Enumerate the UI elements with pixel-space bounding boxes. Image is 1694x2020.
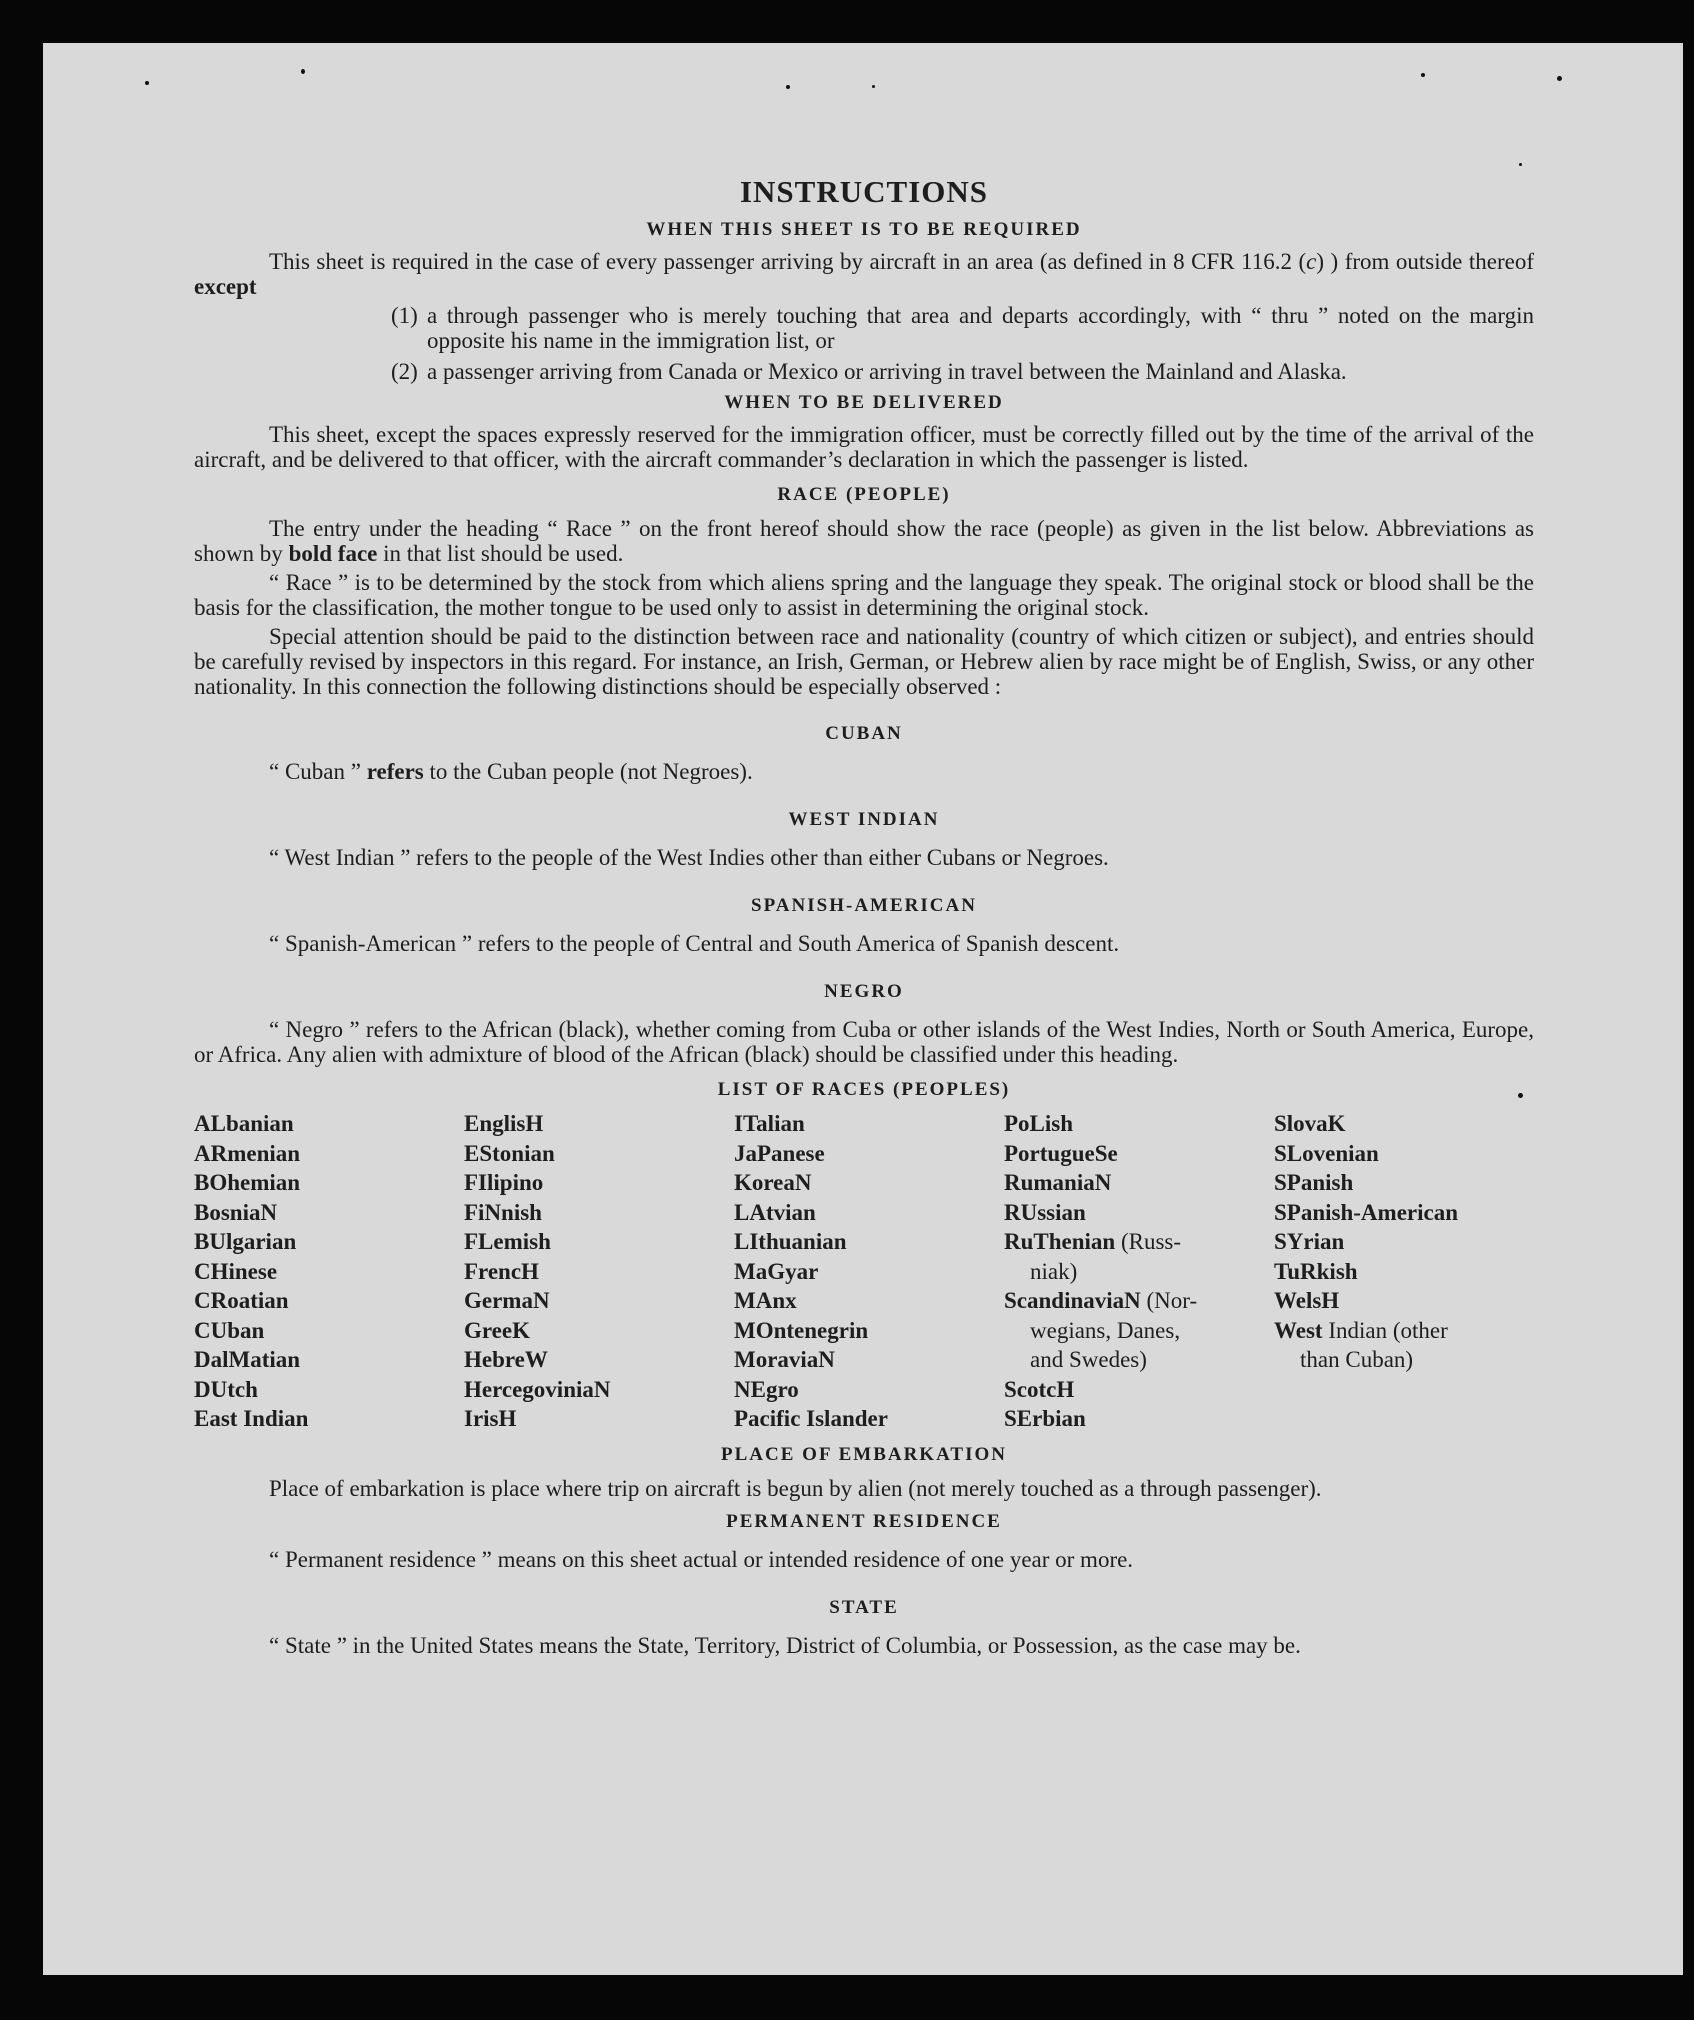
race-entry: SLovenian: [1274, 1140, 1379, 1166]
negro-definition: “ Negro ” refers to the African (black), whether coming from Cuba or other islands of the West Indies, North or South America, Europe, or Africa. Any alien with admixture of blood of the African (black) should be classified under this heading.: [194, 1017, 1534, 1067]
race-entry: than Cuban): [1300, 1347, 1414, 1372]
race-entry: FIlipino: [464, 1170, 544, 1195]
race-entry: FrencH: [464, 1258, 539, 1284]
race-entry: MaGyar: [734, 1258, 819, 1284]
race-column: [734, 1109, 1004, 1434]
race-entry: ALbanian: [194, 1111, 294, 1136]
speck: [301, 69, 305, 74]
race-entry: CRoatian: [194, 1288, 289, 1313]
race-entry: and Swedes): [1030, 1347, 1147, 1372]
race-entry: RUssian: [1004, 1199, 1086, 1225]
race-paragraph-2: “ Race ” is to be determined by the stock from which aliens spring and the language they speak. The original stock or blood shall be the basis for the classification, the mother tongue to be used only to assist in determining the original stock.: [194, 570, 1534, 620]
race-entry: LAtvian: [734, 1199, 816, 1225]
exception-list: [194, 303, 1534, 384]
race-entry: ITalian: [734, 1111, 805, 1136]
race-entry: BOhemian: [194, 1170, 301, 1195]
race-entry: FLemish: [464, 1229, 551, 1254]
race-entry: BUlgarian: [194, 1229, 297, 1254]
section-heading-permanent-residence: PERMANENT RESIDENCE: [726, 1510, 1002, 1532]
race-entry: DalMatian: [194, 1347, 301, 1372]
race-entry: GreeK: [464, 1317, 530, 1343]
race-entry: HercegoviniaN: [464, 1376, 611, 1402]
race-entry: GermaN: [464, 1288, 550, 1313]
page-title: INSTRUCTIONS: [739, 174, 988, 209]
race-entry: HebreW: [464, 1347, 548, 1372]
race-paragraph-3: Special attention should be paid to the distinction between race and nationality (country of which citizen or subject), and entries should be carefully revised by inspectors in this regard. For instance, an Irish, German, or Hebrew alien by race might be of English, Swiss, or any other nationality. In this connection the following distinctions should be especially observed :: [194, 624, 1534, 699]
permanent-residence-text: “ Permanent residence ” means on this sheet actual or intended residence of one year or more.: [269, 1546, 1134, 1572]
race-entry: ARmenian: [194, 1140, 301, 1166]
race-entry: SPanish-American: [1274, 1199, 1458, 1225]
race-entry: JaPanese: [734, 1140, 825, 1166]
race-entry: CHinese: [194, 1258, 278, 1284]
race-entry: WelsH: [1274, 1288, 1340, 1313]
place-of-embarkation-text: Place of embarkation is place where trip on aircraft is begun by alien (not merely touched as a through passenger).: [269, 1475, 1322, 1501]
race-entry: SPanish: [1274, 1170, 1354, 1195]
section-heading-when-required: WHEN THIS SHEET IS TO BE REQUIRED: [646, 219, 1082, 240]
section-heading-spanish-american: SPANISH-AMERICAN: [751, 895, 977, 916]
race-list-table: [194, 1109, 1534, 1434]
race-entry: RuThenian (Russ-: [1004, 1229, 1182, 1254]
race-entry: West Indian (other: [1274, 1317, 1448, 1343]
race-entry: ScandinaviaN (Nor-: [1004, 1288, 1198, 1313]
race-column: [464, 1109, 734, 1434]
speck: [145, 81, 149, 85]
speck: [786, 85, 790, 89]
race-entry: PoLish: [1004, 1111, 1074, 1136]
race-entry: LIthuanian: [734, 1229, 847, 1254]
race-entry: wegians, Danes,: [1030, 1317, 1181, 1343]
race-entry: EStonian: [464, 1140, 555, 1166]
race-entry: TuRkish: [1274, 1258, 1358, 1284]
race-entry: CUban: [194, 1317, 265, 1343]
race-entry: ScotcH: [1004, 1376, 1075, 1402]
section-heading-list-of-races: LIST OF RACES (PEOPLES): [717, 1079, 1011, 1100]
section-heading-when-delivered: WHEN TO BE DELIVERED: [724, 392, 1004, 413]
race-entry: KoreaN: [734, 1170, 812, 1195]
when-delivered-text: This sheet, except the spaces expressly reserved for the immigration officer, must be correctly filled out by the time of the arrival of the aircraft, and be delivered to that officer, with the aircraft commander’s declaration in which the passenger is listed.: [194, 422, 1534, 472]
section-heading-west-indian: WEST INDIAN: [788, 809, 940, 830]
list-item: (2) a passenger arriving from Canada or Mexico or arriving in travel between the Mainland and Alaska.: [391, 359, 1347, 384]
section-heading-race: RACE (PEOPLE): [777, 484, 951, 505]
race-entry: SYrian: [1274, 1229, 1345, 1254]
speck: [872, 85, 875, 88]
speck: [1519, 163, 1522, 166]
when-required-intro: This sheet is required in the case of every passenger arriving by aircraft in an area (as defined in 8 CFR 116.2 (c) ) from outside thereof except: [194, 249, 1534, 299]
section-heading-cuban: CUBAN: [825, 723, 903, 744]
speck: [1557, 76, 1562, 81]
race-column: [194, 1109, 464, 1434]
west-indian-definition: “ West Indian ” refers to the people of the West Indies other than either Cubans or Negroes.: [269, 845, 1109, 870]
race-entry: Pacific Islander: [734, 1406, 888, 1431]
section-heading-state: STATE: [829, 1596, 899, 1618]
section-heading-place-of-embarkation: PLACE OF EMBARKATION: [721, 1443, 1007, 1465]
cuban-definition: “ Cuban ” refers to the Cuban people (not Negroes).: [269, 759, 753, 784]
race-entry: MoraviaN: [734, 1347, 835, 1372]
document-page: [43, 43, 1683, 1975]
race-entry: NEgro: [734, 1376, 799, 1402]
instructions-content: [194, 173, 1534, 1658]
race-entry: RumaniaN: [1004, 1170, 1112, 1195]
section-heading-negro: NEGRO: [824, 981, 904, 1002]
spanish-american-definition: “ Spanish-American ” refers to the people of Central and South America of Spanish descent.: [269, 931, 1120, 956]
speck: [1421, 73, 1425, 77]
race-column: [1274, 1109, 1534, 1434]
race-entry: East Indian: [194, 1406, 309, 1431]
race-entry: EnglisH: [464, 1111, 544, 1136]
race-entry: SlovaK: [1274, 1111, 1346, 1136]
race-entry: MOntenegrin: [734, 1317, 869, 1343]
race-entry: niak): [1030, 1258, 1078, 1284]
race-paragraph-1: The entry under the heading “ Race ” on the front hereof should show the race (people) as given in the list below. Abbreviations as shown by bold face in that list should be used.: [194, 516, 1534, 566]
race-entry: DUtch: [194, 1376, 258, 1402]
race-entry: PortugueSe: [1004, 1140, 1118, 1166]
race-entry: BosniaN: [194, 1199, 278, 1225]
race-entry: SErbian: [1004, 1406, 1086, 1431]
race-entry: IrisH: [464, 1406, 517, 1431]
race-entry: FiNnish: [464, 1199, 542, 1225]
race-column: [1004, 1109, 1274, 1434]
list-item: (1) a through passenger who is merely touching that area and departs accordingly, with “ thru ” noted on the margin opposite his name in the immigration list, or: [391, 303, 1534, 353]
race-entry: MAnx: [734, 1288, 797, 1313]
state-text: “ State ” in the United States means the State, Territory, District of Columbia, or Possession, as the case may be.: [269, 1632, 1301, 1658]
